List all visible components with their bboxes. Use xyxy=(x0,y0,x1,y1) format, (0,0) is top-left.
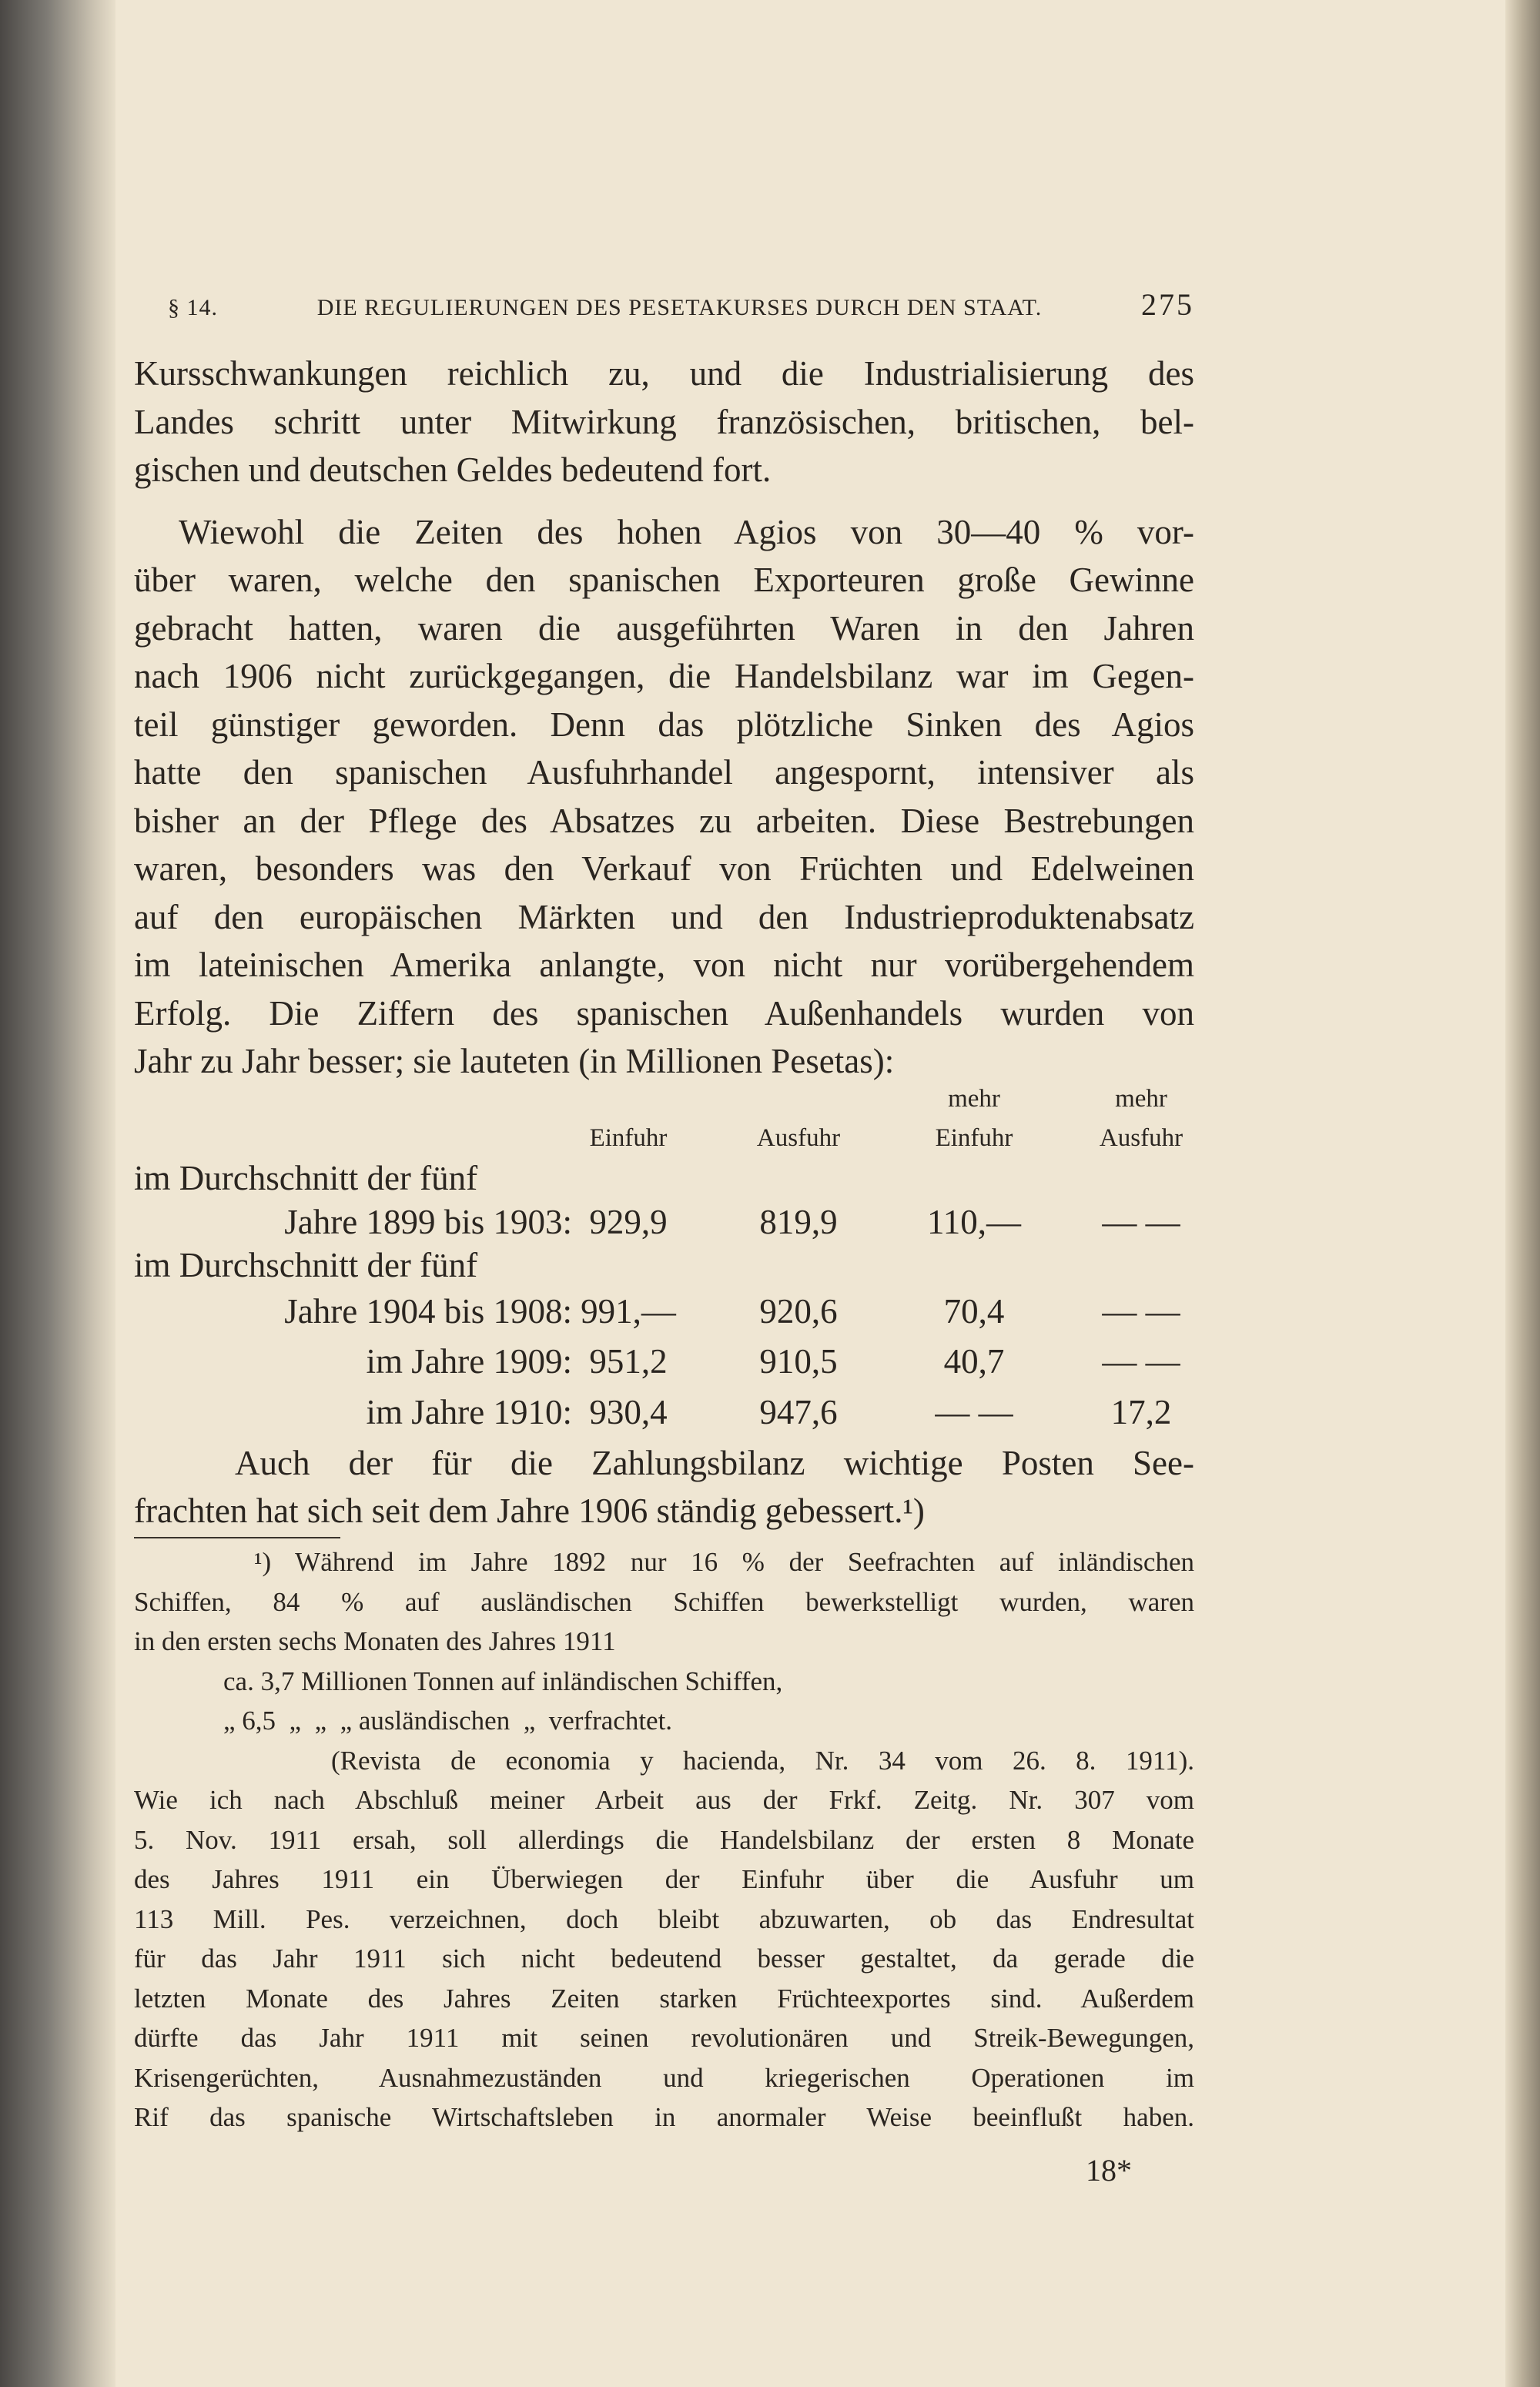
body-line: gischen und deutschen Geldes bedeutend fort. xyxy=(134,450,772,489)
table-cell: 947,6 xyxy=(759,1393,838,1431)
header-einfuhr: Einfuhr xyxy=(589,1124,668,1152)
table-cell: 910,5 xyxy=(759,1342,838,1381)
body-line: im lateinischen Amerika anlangte, von nicht nur vorübergehendem xyxy=(134,946,1194,984)
footnote-line: für das Jahr 1911 sich nicht bedeutend besser gestaltet, da gerade die xyxy=(134,1943,1194,1974)
row-group-label: im Durchschnitt der fünf xyxy=(134,1246,478,1284)
footnote-line: 5. Nov. 1911 ersah, soll allerdings die Handelsbilanz der ersten 8 Monate xyxy=(134,1824,1194,1855)
body-line: Landes schritt unter Mitwirkung französischen, britischen, bel- xyxy=(134,402,1194,441)
running-header xyxy=(168,286,1194,323)
row-group-label: im Durchschnitt der fünf xyxy=(134,1159,478,1197)
row-label: Jahre 1904 bis 1908: xyxy=(284,1292,572,1331)
footnote-line: (Revista de economia y hacienda, Nr. 34 vom 26. 8. 1911). xyxy=(331,1745,1194,1776)
table-cell: 819,9 xyxy=(759,1203,838,1241)
table-cell: 920,6 xyxy=(759,1292,838,1331)
header-ausfuhr: Ausfuhr xyxy=(756,1124,841,1152)
page-number: 275 xyxy=(1140,287,1194,322)
footnote-line: Schiffen, 84 % auf ausländischen Schiffen bewerkstelligt wurden, waren xyxy=(134,1586,1194,1617)
header-mehr-einfuhr-top: mehr xyxy=(948,1085,1000,1113)
row-label: im Jahre 1910: xyxy=(366,1393,572,1431)
signature-mark: 18* xyxy=(1086,2153,1132,2188)
table-cell: — — xyxy=(1102,1292,1180,1331)
table-cell: — — xyxy=(1102,1342,1180,1381)
table-cell: 70,4 xyxy=(943,1292,1005,1331)
footnote-line: Wie ich nach Abschluß meiner Arbeit aus der Frkf. Zeitg. Nr. 307 vom xyxy=(134,1785,1194,1815)
body-line: Auch der für die Zahlungsbilanz wichtige Posten See- xyxy=(235,1444,1194,1482)
body-line: frachten hat sich seit dem Jahre 1906 ständig gebessert.¹) xyxy=(134,1491,925,1530)
header-mehr-einfuhr: Einfuhr xyxy=(935,1124,1013,1152)
row-label: Jahre 1899 bis 1903: xyxy=(284,1203,572,1241)
table-cell: 17,2 xyxy=(1110,1393,1172,1431)
body-line: waren, besonders was den Verkauf von Früchten und Edelweinen xyxy=(134,849,1194,888)
footnote-line: letzten Monate des Jahres Zeiten starken Früchteexportes sind. Außerdem xyxy=(134,1983,1194,2014)
running-title: DIE REGULIERUNGEN DES PESETAKURSES DURCH DEN STAAT. xyxy=(316,295,1043,320)
table-cell: — — xyxy=(935,1393,1013,1431)
body-line: Kursschwankungen reichlich zu, und die Industrialisierung des xyxy=(134,354,1194,393)
header-mehr-ausfuhr-top: mehr xyxy=(1115,1085,1167,1113)
book-spine-shadow xyxy=(0,0,116,2387)
header-mehr-ausfuhr: Ausfuhr xyxy=(1099,1124,1183,1152)
footnote-line: Rif das spanische Wirtschaftsleben in anormaler Weise beeinflußt haben. xyxy=(134,2102,1194,2132)
body-line: teil günstiger geworden. Denn das plötzliche Sinken des Agios xyxy=(134,705,1194,744)
table-cell: 930,4 xyxy=(589,1393,668,1431)
table-cell: 929,9 xyxy=(589,1203,668,1241)
body-line: gebracht hatten, waren die ausgeführten Waren in den Jahren xyxy=(134,608,1194,648)
footnote-line: Krisengerüchten, Ausnahmezuständen und kriegerischen Operationen im xyxy=(134,2062,1194,2093)
section-number: § 14. xyxy=(168,295,218,320)
footnote-line: ¹) Während im Jahre 1892 nur 16 % der Seefrachten auf inländischen xyxy=(254,1547,1194,1577)
table-cell: 951,2 xyxy=(589,1342,668,1381)
body-line: bisher an der Pflege des Absatzes zu arbeiten. Diese Bestrebungen xyxy=(134,801,1194,840)
body-line: Jahr zu Jahr besser; sie lauteten (in Millionen Pesetas): xyxy=(134,1042,895,1080)
row-label: im Jahre 1909: xyxy=(366,1342,572,1381)
body-line: nach 1906 nicht zurückgegangen, die Handelsbilanz war im Gegen- xyxy=(134,657,1194,695)
table-cell: 40,7 xyxy=(943,1342,1005,1381)
footnote-line: des Jahres 1911 ein Überwiegen der Einfuhr über die Ausfuhr um xyxy=(134,1864,1194,1894)
footnote-line: „ 6,5 „ „ „ ausländischen „ verfrachtet. xyxy=(223,1706,673,1736)
body-line: hatte den spanischen Ausfuhrhandel angespornt, intensiver als xyxy=(134,753,1194,792)
footnote-line: dürfte das Jahr 1911 mit seinen revolutionären und Streik-Bewegungen, xyxy=(134,2023,1194,2053)
body-line: Wiewohl die Zeiten des hohen Agios von 30—40 % vor- xyxy=(179,512,1194,551)
table-cell: — — xyxy=(1102,1203,1180,1241)
table-cell: 991,— xyxy=(581,1292,676,1331)
footnote-line: ca. 3,7 Millionen Tonnen auf inländischen Schiffen, xyxy=(223,1666,783,1696)
table-cell: 110,— xyxy=(926,1203,1022,1241)
footnote-line: in den ersten sechs Monaten des Jahres 1911 xyxy=(134,1626,616,1656)
footnote-line: 113 Mill. Pes. verzeichnen, doch bleibt abzuwarten, ob das Endresultat xyxy=(134,1903,1194,1934)
body-line: auf den europäischen Märkten und den Industrieproduktenabsatz xyxy=(134,897,1194,936)
footnote-rule xyxy=(134,1537,340,1538)
body-line: Erfolg. Die Ziffern des spanischen Außenhandels wurden von xyxy=(134,993,1194,1033)
body-line: über waren, welche den spanischen Exporteuren große Gewinne xyxy=(134,561,1194,599)
page-edge xyxy=(1505,0,1540,2387)
